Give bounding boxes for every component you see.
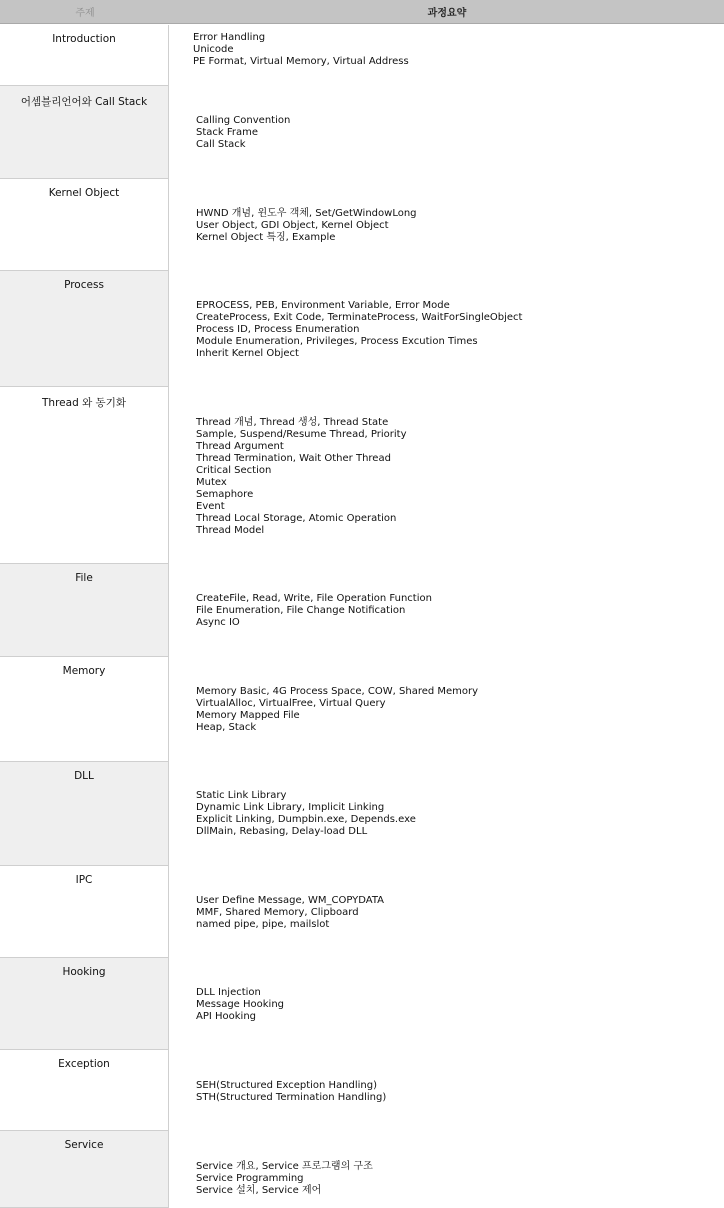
summary-line: PE Format, Virtual Memory, Virtual Address bbox=[193, 56, 409, 67]
summary-line: Thread Termination, Wait Other Thread bbox=[196, 453, 391, 464]
table-row bbox=[0, 1050, 724, 1131]
table-row bbox=[0, 657, 724, 762]
table-row bbox=[0, 958, 724, 1050]
topic-cell: Introduction bbox=[0, 25, 169, 86]
summary-line: Service 개요, Service 프로그램의 구조 bbox=[196, 1161, 373, 1172]
summary-line: SEH(Structured Exception Handling) bbox=[196, 1080, 378, 1091]
table-row bbox=[0, 1131, 724, 1208]
summary-line: Dynamic Link Library, Implicit Linking bbox=[196, 802, 385, 813]
topic-cell: Hooking bbox=[0, 958, 169, 1050]
summary-line: Call Stack bbox=[196, 139, 246, 150]
summary-cell bbox=[196, 417, 724, 537]
topic-column-header: 주제 bbox=[75, 8, 95, 19]
table-row bbox=[0, 387, 724, 564]
summary-line: Module Enumeration, Privileges, Process Excution Times bbox=[196, 336, 478, 347]
summary-line: Mutex bbox=[196, 477, 227, 488]
summary-line: Heap, Stack bbox=[196, 722, 257, 733]
summary-line: Kernel Object 특징, Example bbox=[196, 232, 336, 243]
summary-line: HWND 개념, 윈도우 객체, Set/GetWindowLong bbox=[196, 208, 417, 219]
summary-cell bbox=[196, 790, 724, 838]
summary-line: DllMain, Rebasing, Delay-load DLL bbox=[196, 826, 368, 837]
summary-cell bbox=[196, 1080, 724, 1104]
summary-line: Process ID, Process Enumeration bbox=[196, 324, 360, 335]
topic-cell: Kernel Object bbox=[0, 179, 169, 271]
summary-line: Memory Basic, 4G Process Space, COW, Shared Memory bbox=[196, 686, 479, 697]
table-row bbox=[0, 271, 724, 387]
summary-cell bbox=[196, 686, 724, 734]
summary-line: Thread Argument bbox=[196, 441, 284, 452]
topic-cell: Service bbox=[0, 1131, 169, 1208]
summary-line: Memory Mapped File bbox=[196, 710, 300, 721]
summary-line: CreateFile, Read, Write, File Operation Function bbox=[196, 593, 432, 604]
summary-line: User Define Message, WM_COPYDATA bbox=[196, 895, 385, 906]
summary-line: MMF, Shared Memory, Clipboard bbox=[196, 907, 359, 918]
summary-line: Calling Convention bbox=[196, 115, 291, 126]
table-row bbox=[0, 25, 724, 86]
summary-line: User Object, GDI Object, Kernel Object bbox=[196, 220, 389, 231]
topic-cell: IPC bbox=[0, 866, 169, 958]
summary-line: EPROCESS, PEB, Environment Variable, Error Mode bbox=[196, 300, 450, 311]
summary-cell bbox=[196, 593, 724, 629]
summary-cell bbox=[196, 895, 724, 931]
summary-column-header: 과정요약 bbox=[427, 8, 467, 19]
summary-line: Thread Local Storage, Atomic Operation bbox=[196, 513, 397, 524]
summary-line: Event bbox=[196, 501, 225, 512]
topic-cell: Process bbox=[0, 271, 169, 387]
topic-cell: DLL bbox=[0, 762, 169, 866]
table-row bbox=[0, 179, 724, 271]
summary-line: Thread Model bbox=[196, 525, 265, 536]
table-header bbox=[0, 0, 724, 24]
summary-line: File Enumeration, File Change Notification bbox=[196, 605, 406, 616]
topic-cell: Exception bbox=[0, 1050, 169, 1131]
table-row bbox=[0, 86, 724, 179]
summary-line: Unicode bbox=[193, 44, 234, 55]
topic-cell: Thread 와 동기화 bbox=[0, 387, 169, 564]
table-row bbox=[0, 866, 724, 958]
summary-cell bbox=[196, 300, 724, 360]
summary-line: Async IO bbox=[196, 617, 240, 628]
summary-line: VirtualAlloc, VirtualFree, Virtual Query bbox=[196, 698, 386, 709]
summary-line: DLL Injection bbox=[196, 987, 261, 998]
table-row bbox=[0, 762, 724, 866]
summary-line: Sample, Suspend/Resume Thread, Priority bbox=[196, 429, 407, 440]
summary-line: named pipe, pipe, mailslot bbox=[196, 919, 330, 930]
summary-cell bbox=[196, 208, 724, 244]
summary-line: Error Handling bbox=[193, 32, 266, 43]
summary-line: Critical Section bbox=[196, 465, 272, 476]
summary-line: Message Hooking bbox=[196, 999, 285, 1010]
summary-line: STH(Structured Termination Handling) bbox=[196, 1092, 387, 1103]
topic-cell: 어셈블리언어와 Call Stack bbox=[0, 86, 169, 179]
summary-line: API Hooking bbox=[196, 1011, 257, 1022]
summary-line: Stack Frame bbox=[196, 127, 259, 138]
topic-cell: File bbox=[0, 564, 169, 657]
summary-cell bbox=[193, 32, 724, 68]
summary-cell bbox=[196, 115, 724, 151]
summary-line: Service Programming bbox=[196, 1173, 304, 1184]
summary-line: CreateProcess, Exit Code, TerminateProcess, WaitForSingleObject bbox=[196, 312, 523, 323]
topic-cell: Memory bbox=[0, 657, 169, 762]
summary-line: Inherit Kernel Object bbox=[196, 348, 299, 359]
table-row bbox=[0, 564, 724, 657]
summary-line: Semaphore bbox=[196, 489, 254, 500]
summary-cell bbox=[196, 987, 724, 1023]
summary-cell bbox=[196, 1161, 724, 1197]
summary-line: Service 설치, Service 제어 bbox=[196, 1185, 322, 1196]
summary-line: Explicit Linking, Dumpbin.exe, Depends.exe bbox=[196, 814, 416, 825]
summary-line: Thread 개념, Thread 생성, Thread State bbox=[196, 417, 389, 428]
summary-line: Static Link Library bbox=[196, 790, 287, 801]
